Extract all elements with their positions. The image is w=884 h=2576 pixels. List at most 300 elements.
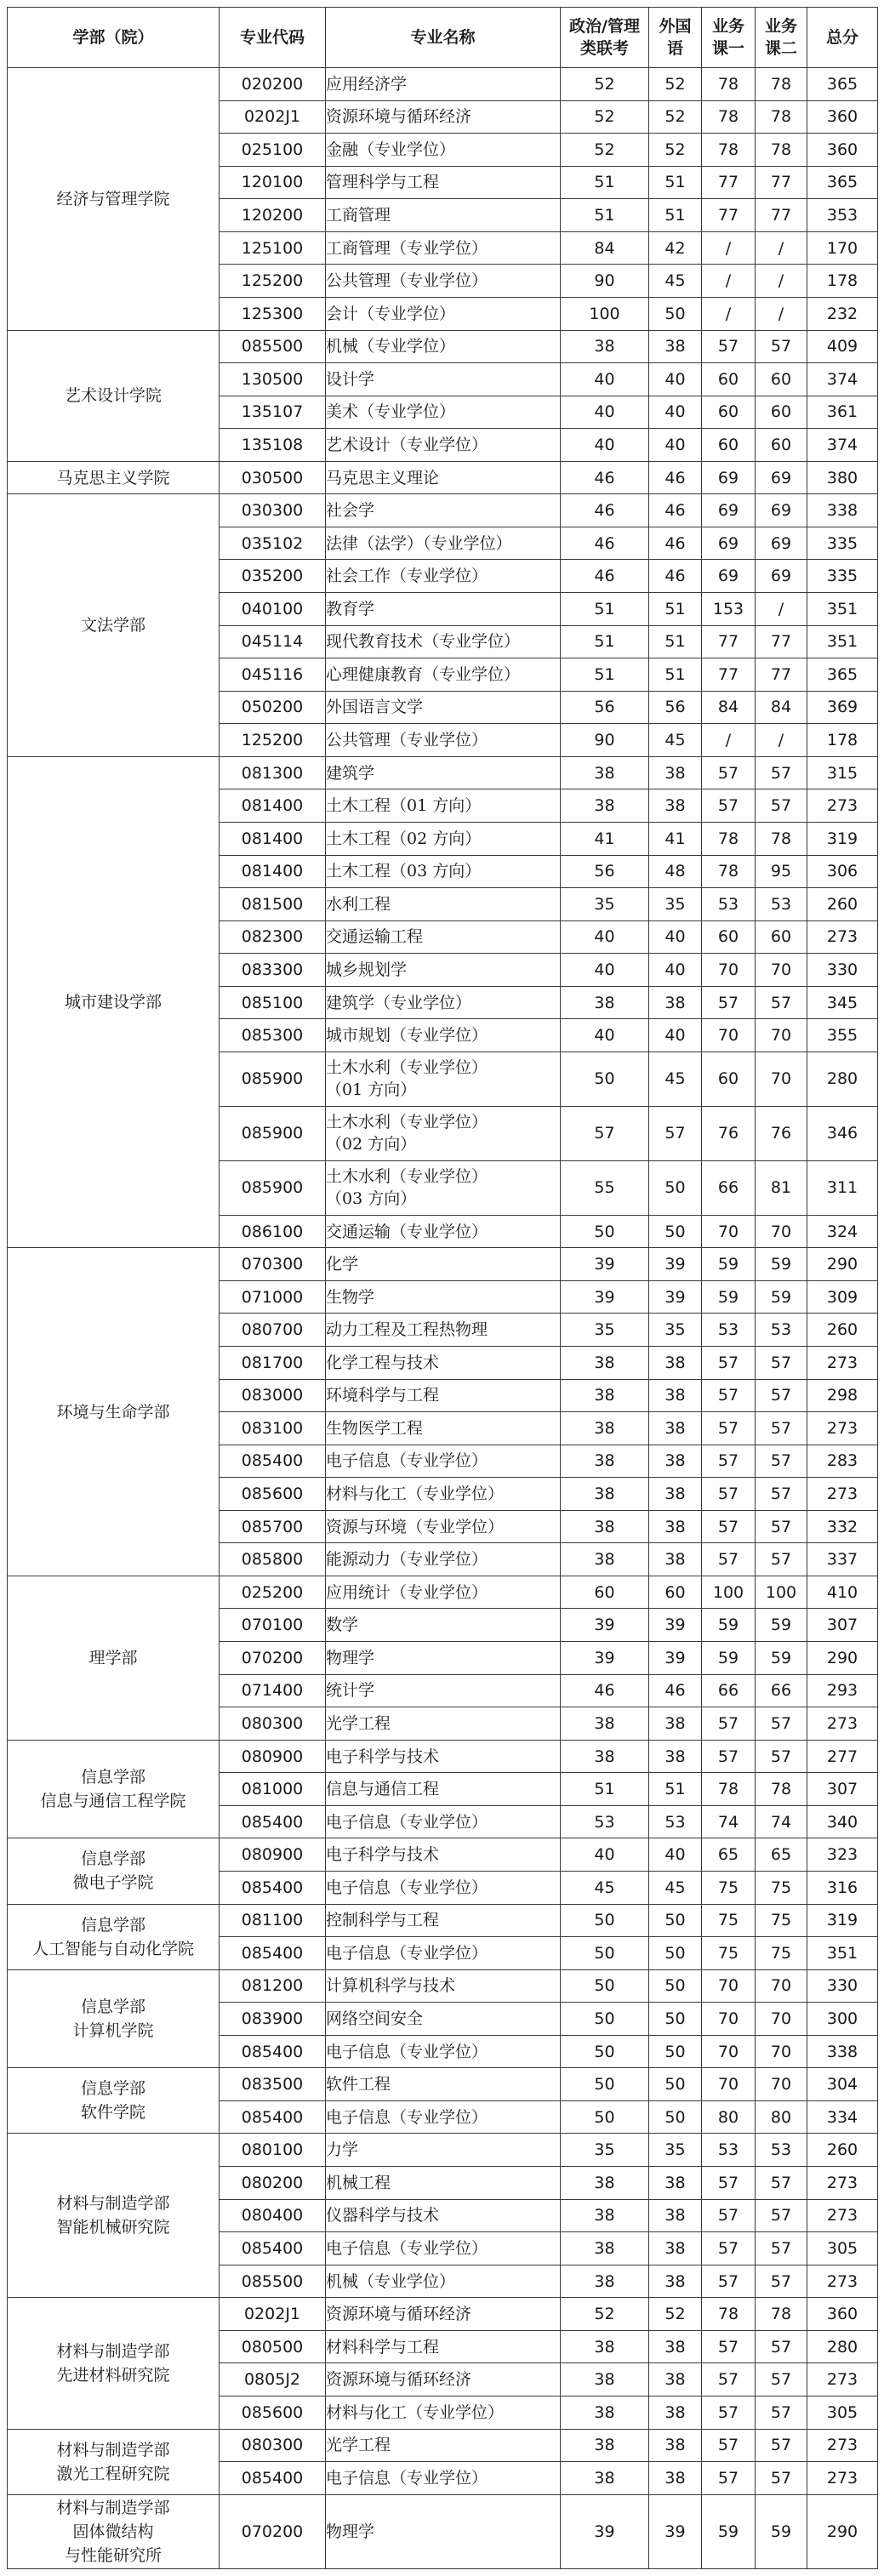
course1-cell: 77 bbox=[702, 625, 756, 658]
code-cell: 071400 bbox=[220, 1674, 326, 1707]
total-cell: 232 bbox=[807, 297, 878, 330]
politics-cell: 38 bbox=[561, 1346, 649, 1379]
course1-cell: 60 bbox=[702, 920, 756, 954]
course2-cell: 60 bbox=[756, 920, 807, 954]
course1-cell: 57 bbox=[702, 2330, 756, 2363]
dept-cell: 材料与制造学部 固体微结构 与性能研究所 bbox=[8, 2494, 220, 2568]
dept-cell: 材料与制造学部 激光工程研究院 bbox=[8, 2429, 220, 2494]
course2-cell: 77 bbox=[756, 199, 807, 232]
total-cell: 273 bbox=[807, 1478, 878, 1511]
name-cell: 艺术设计（专业学位） bbox=[326, 429, 561, 462]
course2-cell: 95 bbox=[756, 855, 807, 888]
dept-cell: 艺术设计学院 bbox=[8, 330, 220, 461]
course1-cell: 66 bbox=[702, 1674, 756, 1707]
course2-cell: 57 bbox=[756, 1543, 807, 1576]
foreign-cell: 40 bbox=[649, 429, 702, 462]
dept-cell: 文法学部 bbox=[8, 494, 220, 757]
course1-cell: 153 bbox=[702, 593, 756, 626]
foreign-cell: 38 bbox=[649, 2396, 702, 2429]
foreign-cell: 50 bbox=[649, 2003, 702, 2036]
score-table bbox=[7, 7, 878, 2569]
foreign-cell: 45 bbox=[649, 724, 702, 757]
total-cell: 319 bbox=[807, 822, 878, 855]
total-cell: 335 bbox=[807, 560, 878, 593]
name-cell: 土木水利（专业学位） （01 方向） bbox=[326, 1051, 561, 1106]
foreign-cell: 45 bbox=[649, 1051, 702, 1106]
table-row bbox=[8, 1969, 878, 2003]
course1-cell: 78 bbox=[702, 855, 756, 888]
foreign-cell: 48 bbox=[649, 855, 702, 888]
course2-cell: 57 bbox=[756, 2396, 807, 2429]
name-cell: 工商管理（专业学位） bbox=[326, 231, 561, 265]
politics-cell: 45 bbox=[561, 1871, 649, 1904]
course1-cell: 57 bbox=[702, 2396, 756, 2429]
code-cell: 085500 bbox=[220, 2265, 326, 2298]
course1-cell: 53 bbox=[702, 1314, 756, 1347]
name-cell: 生物医学工程 bbox=[326, 1412, 561, 1445]
code-cell: 080900 bbox=[220, 1838, 326, 1872]
total-cell: 273 bbox=[807, 1707, 878, 1741]
name-cell: 机械（专业学位） bbox=[326, 330, 561, 363]
course1-cell: 80 bbox=[702, 2100, 756, 2134]
total-cell: 305 bbox=[807, 2396, 878, 2429]
code-cell: 125200 bbox=[220, 724, 326, 757]
politics-cell: 39 bbox=[561, 1609, 649, 1642]
name-cell: 物理学 bbox=[326, 2494, 561, 2568]
total-cell: 346 bbox=[807, 1106, 878, 1160]
foreign-cell: 51 bbox=[649, 593, 702, 626]
total-cell: 409 bbox=[807, 330, 878, 363]
foreign-cell: 38 bbox=[649, 2330, 702, 2363]
total-cell: 361 bbox=[807, 396, 878, 429]
code-cell: 083000 bbox=[220, 1379, 326, 1412]
politics-cell: 40 bbox=[561, 1838, 649, 1872]
name-cell: 土木工程（01 方向） bbox=[326, 789, 561, 823]
table-row bbox=[8, 330, 878, 363]
code-cell: 086100 bbox=[220, 1215, 326, 1248]
code-cell: 085900 bbox=[220, 1051, 326, 1106]
course2-cell: 57 bbox=[756, 1379, 807, 1412]
course1-cell: / bbox=[702, 265, 756, 298]
course1-cell: / bbox=[702, 297, 756, 330]
name-cell: 资源与环境（专业学位） bbox=[326, 1510, 561, 1543]
code-cell: 081400 bbox=[220, 822, 326, 855]
course2-cell: 57 bbox=[756, 2167, 807, 2200]
course2-cell: 60 bbox=[756, 396, 807, 429]
politics-cell: 51 bbox=[561, 166, 649, 199]
course2-cell: 59 bbox=[756, 1280, 807, 1314]
course2-cell: 70 bbox=[756, 1051, 807, 1106]
header-course2: 业务 课二 bbox=[756, 8, 807, 68]
politics-cell: 46 bbox=[561, 560, 649, 593]
foreign-cell: 38 bbox=[649, 1707, 702, 1741]
course1-cell: 78 bbox=[702, 1773, 756, 1806]
header-dept: 学部（院） bbox=[8, 8, 220, 68]
course1-cell: 70 bbox=[702, 1019, 756, 1052]
politics-cell: 60 bbox=[561, 1576, 649, 1609]
course1-cell: 77 bbox=[702, 166, 756, 199]
code-cell: 050200 bbox=[220, 691, 326, 724]
total-cell: 293 bbox=[807, 1674, 878, 1707]
course1-cell: 75 bbox=[702, 1871, 756, 1904]
total-cell: 277 bbox=[807, 1740, 878, 1773]
name-cell: 教育学 bbox=[326, 593, 561, 626]
code-cell: 071000 bbox=[220, 1280, 326, 1314]
name-cell: 资源环境与循环经济 bbox=[326, 2363, 561, 2396]
code-cell: 135108 bbox=[220, 429, 326, 462]
total-cell: 273 bbox=[807, 2363, 878, 2396]
dept-cell: 经济与管理学院 bbox=[8, 68, 220, 331]
table-row bbox=[8, 1904, 878, 1937]
total-cell: 316 bbox=[807, 1871, 878, 1904]
code-cell: 120200 bbox=[220, 199, 326, 232]
dept-cell: 城市建设学部 bbox=[8, 756, 220, 1247]
course2-cell: 69 bbox=[756, 494, 807, 527]
code-cell: 082300 bbox=[220, 920, 326, 954]
course2-cell: 57 bbox=[756, 789, 807, 823]
course2-cell: 70 bbox=[756, 954, 807, 987]
course2-cell: / bbox=[756, 231, 807, 265]
table-row bbox=[8, 1838, 878, 1872]
course2-cell: 70 bbox=[756, 2003, 807, 2036]
politics-cell: 52 bbox=[561, 100, 649, 134]
course2-cell: 57 bbox=[756, 2462, 807, 2495]
course1-cell: 57 bbox=[702, 2462, 756, 2495]
total-cell: 351 bbox=[807, 1937, 878, 1970]
politics-cell: 38 bbox=[561, 1412, 649, 1445]
course1-cell: 60 bbox=[702, 363, 756, 396]
name-cell: 统计学 bbox=[326, 1674, 561, 1707]
politics-cell: 38 bbox=[561, 1478, 649, 1511]
code-cell: 081300 bbox=[220, 756, 326, 789]
politics-cell: 39 bbox=[561, 1248, 649, 1281]
name-cell: 城乡规划学 bbox=[326, 954, 561, 987]
total-cell: 260 bbox=[807, 888, 878, 921]
table-row bbox=[8, 494, 878, 527]
code-cell: 083900 bbox=[220, 2003, 326, 2036]
politics-cell: 35 bbox=[561, 1314, 649, 1347]
politics-cell: 50 bbox=[561, 1969, 649, 2003]
foreign-cell: 35 bbox=[649, 1314, 702, 1347]
foreign-cell: 50 bbox=[649, 2068, 702, 2101]
course2-cell: / bbox=[756, 265, 807, 298]
name-cell: 仪器科学与技术 bbox=[326, 2199, 561, 2232]
code-cell: 085700 bbox=[220, 1510, 326, 1543]
course1-cell: 78 bbox=[702, 68, 756, 101]
name-cell: 机械工程 bbox=[326, 2167, 561, 2200]
code-cell: 070200 bbox=[220, 2494, 326, 2568]
code-cell: 080900 bbox=[220, 1740, 326, 1773]
course2-cell: 81 bbox=[756, 1160, 807, 1215]
total-cell: 324 bbox=[807, 1215, 878, 1248]
dept-cell: 信息学部 信息与通信工程学院 bbox=[8, 1740, 220, 1838]
course1-cell: 75 bbox=[702, 1937, 756, 1970]
name-cell: 应用经济学 bbox=[326, 68, 561, 101]
name-cell: 土木工程（02 方向） bbox=[326, 822, 561, 855]
foreign-cell: 50 bbox=[649, 2035, 702, 2068]
total-cell: 309 bbox=[807, 1280, 878, 1314]
course1-cell: 57 bbox=[702, 756, 756, 789]
foreign-cell: 40 bbox=[649, 920, 702, 954]
course1-cell: 70 bbox=[702, 2003, 756, 2036]
code-cell: 080100 bbox=[220, 2134, 326, 2167]
code-cell: 035102 bbox=[220, 527, 326, 560]
total-cell: 335 bbox=[807, 527, 878, 560]
politics-cell: 41 bbox=[561, 822, 649, 855]
name-cell: 建筑学（专业学位） bbox=[326, 986, 561, 1019]
foreign-cell: 40 bbox=[649, 363, 702, 396]
course1-cell: 60 bbox=[702, 1051, 756, 1106]
total-cell: 319 bbox=[807, 1904, 878, 1937]
course2-cell: 59 bbox=[756, 2494, 807, 2568]
total-cell: 374 bbox=[807, 363, 878, 396]
course2-cell: 70 bbox=[756, 2035, 807, 2068]
code-cell: 081000 bbox=[220, 1773, 326, 1806]
code-cell: 080400 bbox=[220, 2199, 326, 2232]
total-cell: 290 bbox=[807, 1642, 878, 1675]
table-row bbox=[8, 2068, 878, 2101]
course2-cell: 69 bbox=[756, 560, 807, 593]
code-cell: 080700 bbox=[220, 1314, 326, 1347]
course2-cell: 53 bbox=[756, 888, 807, 921]
code-cell: 081700 bbox=[220, 1346, 326, 1379]
code-cell: 085400 bbox=[220, 2035, 326, 2068]
name-cell: 动力工程及工程热物理 bbox=[326, 1314, 561, 1347]
course2-cell: 60 bbox=[756, 363, 807, 396]
name-cell: 材料科学与工程 bbox=[326, 2330, 561, 2363]
foreign-cell: 51 bbox=[649, 1773, 702, 1806]
politics-cell: 51 bbox=[561, 625, 649, 658]
foreign-cell: 39 bbox=[649, 1248, 702, 1281]
foreign-cell: 39 bbox=[649, 1280, 702, 1314]
name-cell: 电子信息（专业学位） bbox=[326, 2462, 561, 2495]
total-cell: 353 bbox=[807, 199, 878, 232]
table-row bbox=[8, 2429, 878, 2462]
politics-cell: 50 bbox=[561, 2068, 649, 2101]
total-cell: 307 bbox=[807, 1609, 878, 1642]
politics-cell: 50 bbox=[561, 2035, 649, 2068]
politics-cell: 38 bbox=[561, 330, 649, 363]
politics-cell: 35 bbox=[561, 888, 649, 921]
total-cell: 307 bbox=[807, 1773, 878, 1806]
foreign-cell: 51 bbox=[649, 166, 702, 199]
code-cell: 081100 bbox=[220, 1904, 326, 1937]
name-cell: 土木工程（03 方向） bbox=[326, 855, 561, 888]
foreign-cell: 45 bbox=[649, 265, 702, 298]
total-cell: 360 bbox=[807, 100, 878, 134]
header-code: 专业代码 bbox=[220, 8, 326, 68]
politics-cell: 55 bbox=[561, 1160, 649, 1215]
name-cell: 资源环境与循环经济 bbox=[326, 100, 561, 134]
code-cell: 083100 bbox=[220, 1412, 326, 1445]
course1-cell: 57 bbox=[702, 1740, 756, 1773]
total-cell: 273 bbox=[807, 2167, 878, 2200]
total-cell: 290 bbox=[807, 2494, 878, 2568]
politics-cell: 46 bbox=[561, 527, 649, 560]
foreign-cell: 38 bbox=[649, 1379, 702, 1412]
politics-cell: 38 bbox=[561, 2330, 649, 2363]
course1-cell: 65 bbox=[702, 1838, 756, 1872]
total-cell: 351 bbox=[807, 593, 878, 626]
code-cell: 025100 bbox=[220, 134, 326, 167]
politics-cell: 50 bbox=[561, 2100, 649, 2134]
course2-cell: 69 bbox=[756, 527, 807, 560]
code-cell: 125200 bbox=[220, 265, 326, 298]
course1-cell: 70 bbox=[702, 1969, 756, 2003]
course1-cell: 57 bbox=[702, 2265, 756, 2298]
politics-cell: 35 bbox=[561, 2134, 649, 2167]
foreign-cell: 35 bbox=[649, 888, 702, 921]
course1-cell: 69 bbox=[702, 494, 756, 527]
foreign-cell: 38 bbox=[649, 789, 702, 823]
course1-cell: 57 bbox=[702, 1510, 756, 1543]
politics-cell: 38 bbox=[561, 1543, 649, 1576]
course2-cell: 59 bbox=[756, 1609, 807, 1642]
total-cell: 273 bbox=[807, 1346, 878, 1379]
foreign-cell: 50 bbox=[649, 297, 702, 330]
name-cell: 信息与通信工程 bbox=[326, 1773, 561, 1806]
course2-cell: 74 bbox=[756, 1805, 807, 1838]
code-cell: 070300 bbox=[220, 1248, 326, 1281]
total-cell: 334 bbox=[807, 2100, 878, 2134]
politics-cell: 38 bbox=[561, 2199, 649, 2232]
course1-cell: / bbox=[702, 724, 756, 757]
foreign-cell: 38 bbox=[649, 2363, 702, 2396]
politics-cell: 46 bbox=[561, 461, 649, 494]
course1-cell: 100 bbox=[702, 1576, 756, 1609]
politics-cell: 46 bbox=[561, 1674, 649, 1707]
politics-cell: 38 bbox=[561, 1707, 649, 1741]
foreign-cell: 38 bbox=[649, 1510, 702, 1543]
politics-cell: 52 bbox=[561, 134, 649, 167]
code-cell: 081400 bbox=[220, 855, 326, 888]
course2-cell: / bbox=[756, 297, 807, 330]
foreign-cell: 40 bbox=[649, 396, 702, 429]
table-row bbox=[8, 2494, 878, 2568]
foreign-cell: 52 bbox=[649, 68, 702, 101]
course2-cell: 78 bbox=[756, 822, 807, 855]
course2-cell: 75 bbox=[756, 1871, 807, 1904]
name-cell: 力学 bbox=[326, 2134, 561, 2167]
course2-cell: 65 bbox=[756, 1838, 807, 1872]
table-row bbox=[8, 1740, 878, 1773]
course1-cell: 53 bbox=[702, 888, 756, 921]
table-header bbox=[8, 8, 878, 68]
course1-cell: 57 bbox=[702, 2429, 756, 2462]
table-row bbox=[8, 1576, 878, 1609]
total-cell: 311 bbox=[807, 1160, 878, 1215]
course1-cell: 57 bbox=[702, 1379, 756, 1412]
course1-cell: 57 bbox=[702, 1543, 756, 1576]
total-cell: 355 bbox=[807, 1019, 878, 1052]
name-cell: 光学工程 bbox=[326, 1707, 561, 1741]
total-cell: 298 bbox=[807, 1379, 878, 1412]
politics-cell: 40 bbox=[561, 1019, 649, 1052]
table-row bbox=[8, 2298, 878, 2331]
foreign-cell: 38 bbox=[649, 2232, 702, 2265]
course1-cell: 57 bbox=[702, 1346, 756, 1379]
code-cell: 080300 bbox=[220, 1707, 326, 1741]
course2-cell: 66 bbox=[756, 1674, 807, 1707]
politics-cell: 38 bbox=[561, 789, 649, 823]
name-cell: 电子信息（专业学位） bbox=[326, 2100, 561, 2134]
foreign-cell: 52 bbox=[649, 100, 702, 134]
course1-cell: 70 bbox=[702, 1215, 756, 1248]
course1-cell: 57 bbox=[702, 789, 756, 823]
course1-cell: 57 bbox=[702, 1707, 756, 1741]
course2-cell: 53 bbox=[756, 1314, 807, 1347]
course1-cell: 78 bbox=[702, 100, 756, 134]
name-cell: 光学工程 bbox=[326, 2429, 561, 2462]
total-cell: 170 bbox=[807, 231, 878, 265]
course2-cell: 78 bbox=[756, 68, 807, 101]
foreign-cell: 50 bbox=[649, 1969, 702, 2003]
politics-cell: 40 bbox=[561, 363, 649, 396]
foreign-cell: 38 bbox=[649, 2199, 702, 2232]
header-course1: 业务 课一 bbox=[702, 8, 756, 68]
politics-cell: 51 bbox=[561, 658, 649, 692]
code-cell: 040100 bbox=[220, 593, 326, 626]
total-cell: 315 bbox=[807, 756, 878, 789]
course2-cell: 78 bbox=[756, 134, 807, 167]
code-cell: 085400 bbox=[220, 1445, 326, 1478]
total-cell: 365 bbox=[807, 68, 878, 101]
politics-cell: 50 bbox=[561, 1051, 649, 1106]
dept-cell: 信息学部 软件学院 bbox=[8, 2068, 220, 2134]
name-cell: 公共管理（专业学位） bbox=[326, 724, 561, 757]
course1-cell: 77 bbox=[702, 658, 756, 692]
code-cell: 035200 bbox=[220, 560, 326, 593]
foreign-cell: 38 bbox=[649, 756, 702, 789]
politics-cell: 38 bbox=[561, 986, 649, 1019]
politics-cell: 57 bbox=[561, 1106, 649, 1160]
course1-cell: 69 bbox=[702, 560, 756, 593]
total-cell: 273 bbox=[807, 1412, 878, 1445]
course1-cell: 57 bbox=[702, 986, 756, 1019]
foreign-cell: 38 bbox=[649, 2429, 702, 2462]
name-cell: 机械（专业学位） bbox=[326, 2265, 561, 2298]
code-cell: 085400 bbox=[220, 1937, 326, 1970]
course2-cell: 80 bbox=[756, 2100, 807, 2134]
table-row bbox=[8, 756, 878, 789]
total-cell: 260 bbox=[807, 2134, 878, 2167]
course1-cell: 59 bbox=[702, 2494, 756, 2568]
header-row bbox=[8, 8, 878, 68]
course1-cell: 57 bbox=[702, 1445, 756, 1478]
foreign-cell: 46 bbox=[649, 560, 702, 593]
foreign-cell: 38 bbox=[649, 2167, 702, 2200]
table-row bbox=[8, 461, 878, 494]
foreign-cell: 42 bbox=[649, 231, 702, 265]
politics-cell: 38 bbox=[561, 1740, 649, 1773]
name-cell: 材料与化工（专业学位） bbox=[326, 1478, 561, 1511]
course2-cell: 59 bbox=[756, 1248, 807, 1281]
course2-cell: 57 bbox=[756, 2330, 807, 2363]
total-cell: 305 bbox=[807, 2232, 878, 2265]
code-cell: 045114 bbox=[220, 625, 326, 658]
foreign-cell: 50 bbox=[649, 1160, 702, 1215]
course2-cell: 57 bbox=[756, 1412, 807, 1445]
total-cell: 338 bbox=[807, 494, 878, 527]
course1-cell: 69 bbox=[702, 527, 756, 560]
course1-cell: 57 bbox=[702, 2232, 756, 2265]
name-cell: 材料与化工（专业学位） bbox=[326, 2396, 561, 2429]
course2-cell: 57 bbox=[756, 1740, 807, 1773]
total-cell: 365 bbox=[807, 166, 878, 199]
politics-cell: 39 bbox=[561, 1642, 649, 1675]
name-cell: 电子科学与技术 bbox=[326, 1740, 561, 1773]
course2-cell: 69 bbox=[756, 461, 807, 494]
